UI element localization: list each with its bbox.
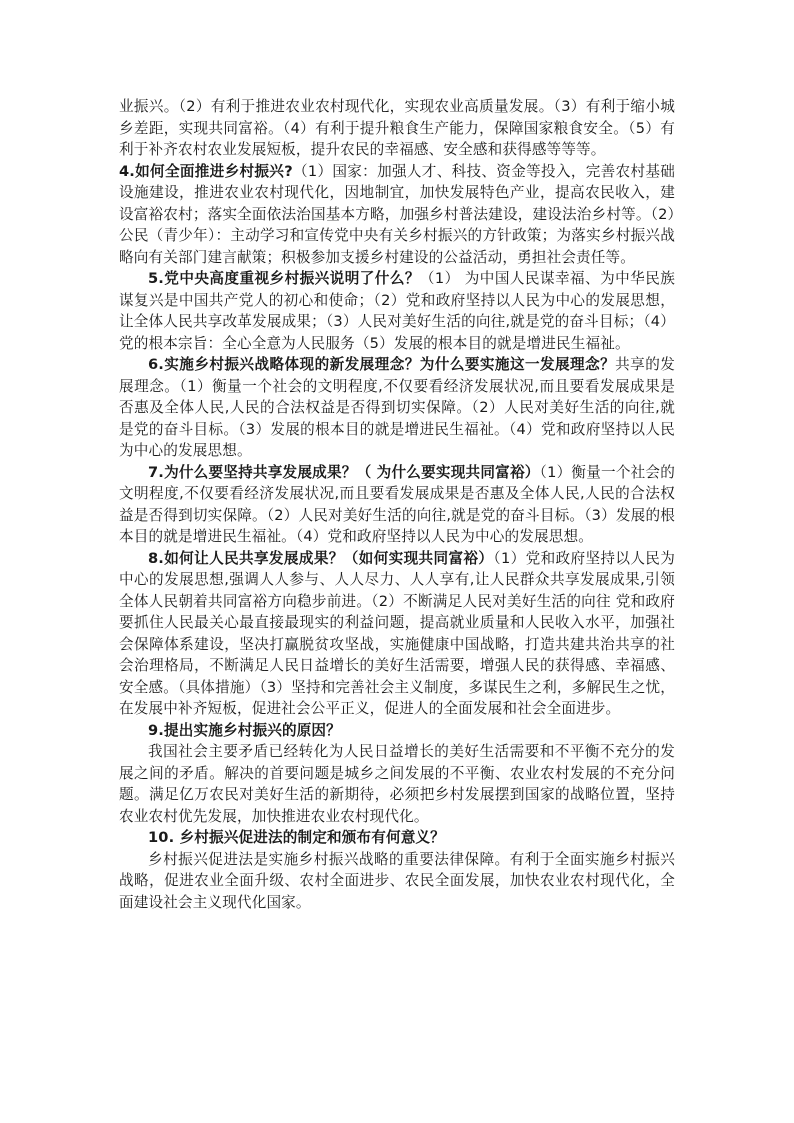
- answer-6: 共享的发展理念。（1）衡量一个社会的文明程度,不仅要看经济发展状况,而且要看发展成果是否惠及全体人民,人民的合法权益是否得到切实保障。（2）人民对美好生活的向往,就是党的奋斗目标。（3）发展的根本目的就是增进民生福祉。（4）党和政府坚持以人民为中心的发展思想。: [119, 356, 675, 459]
- paragraph-7: [119, 720, 675, 742]
- answer-8: （1）党和政府坚持以人民为中心的发展思想,强调人人参与、人人尽力、人人享有,让人民群众共享发展成果,引领全体人民朝着共同富裕方向稳步前进。（2）不断满足人民对美好生活的向往 党和政府要抓住人民最关心最直接最现实的利益问题，提高就业质量和人民收入水平，加强社会保障体系建设，坚决打赢脱贫攻坚战，实施健康中国战略，打造共建共治共享的社会治理格局，不断满足人民日益增长的美好生活需要，增强人民的获得感、幸福感、安全感。（具体措施）（3）坚持和完善社会主义制度，多谋民生之利，多解民生之忧，在发展中补齐短板，促进社会公平正义，促进人的全面发展和社会全面进步。: [119, 549, 675, 717]
- answer-4: （1）国家：加强人才、科技、资金等投入，完善农村基础设施建设，推进农业农村现代化，因地制宜，加快发展特色产业，提高农民收入，建设富裕农村；落实全面依法治国基本方略，加强乡村普法建设，建设法治乡村等。（2）公民（青少年）：主动学习和宣传党中央有关乡村振兴的方针政策；为落实乡村振兴战略向有关部门建言献策；积极参加支援乡村建设的公益活动，勇担社会责任等。: [119, 162, 675, 266]
- question-8: 8.如何让人民共享发展成果？（如何实现共同富裕）: [148, 549, 494, 567]
- answer-7: （1）衡量一个社会的文明程度,不仅要看经济发展状况,而且要看发展成果是否惠及全体人民,人民的合法权益是否得到切实保障。（2）人民对美好生活的向往,就是党的奋斗目标。（3）发展的根本目的就是增进民生福祉。（4）党和政府坚持以人民为中心的发展思想。: [119, 463, 675, 545]
- question-7: 7.为什么要坚持共享发展成果？（ 为什么要实现共同富裕）: [148, 463, 540, 481]
- paragraph-9: [119, 827, 675, 849]
- paragraph-6: [119, 548, 675, 720]
- paragraph-5: [119, 462, 675, 548]
- answer-5: （1） 为中国人民谋幸福、为中华民族谋复兴是中国共产党人的初心和使命；（2）党和政府坚持以人民为中心的发展思想，让全体人民共享改革发展成果；（3）人民对美好生活的向往,就是党的奋斗目标；（4）党的根本宗旨：全心全意为人民服务（5）发展的根本目的就是增进民生福祉。: [119, 270, 675, 352]
- paragraph-10: [119, 849, 675, 914]
- question-4: 4.如何全面推进乡村振兴?: [119, 162, 293, 180]
- question-9: 9.提出实施乡村振兴的原因？: [148, 721, 341, 739]
- paragraph-3: [119, 268, 675, 354]
- paragraph-4: [119, 354, 675, 462]
- paragraph-1-text: 业振兴。（2）有利于推进农业农村现代化，实现农业高质量发展。（3）有利于缩小城乡差距，实现共同富裕。（4）有利于提升粮食生产能力，保障国家粮食安全。（5）有利于补齐农村农业发展短板，提升农民的幸福感、安全感和获得感等等等。: [119, 98, 675, 158]
- answer-10: 乡村振兴促进法是实施乡村振兴战略的重要法律保障。有利于全面实施乡村振兴战略，促进农业全面升级、农村全面进步、农民全面发展，加快农业农村现代化，全面建设社会主义现代化国家。: [119, 850, 675, 911]
- paragraph-8: [119, 741, 675, 827]
- document-page: [119, 96, 675, 913]
- paragraph-1: [119, 96, 675, 161]
- question-10: 10. 乡村振兴促进法的制定和颁布有何意义？: [148, 829, 445, 846]
- answer-9: 我国社会主要矛盾已经转化为人民日益增长的美好生活需要和不平衡不充分的发展之间的矛盾。解决的首要问题是城乡之间发展的不平衡、农业农村发展的不充分问题。满足亿万农民对美好生活的新期待，必须把乡村发展摆到国家的战略位置，坚持农业农村优先发展，加快推进农业农村现代化。: [119, 743, 675, 825]
- question-5: 5.党中央高度重视乡村振兴说明了什么？: [148, 270, 420, 287]
- question-6: 6.实施乡村振兴战略体现的新发展理念？为什么要实施这一发展理念？: [148, 356, 616, 373]
- paragraph-2: [119, 161, 675, 269]
